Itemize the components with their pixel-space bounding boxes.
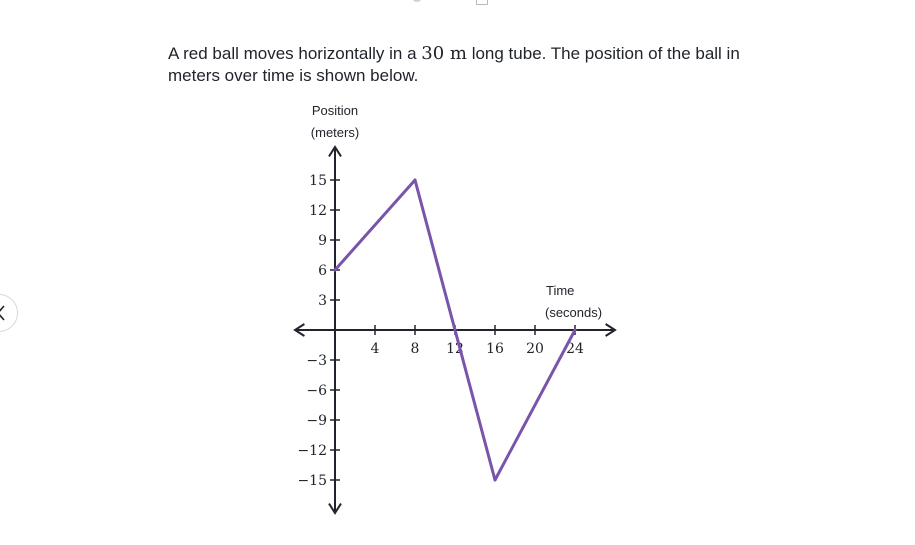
question-text-after: long tube. The position of the ball in meters over time is shown below. xyxy=(168,44,740,85)
y-tick-label--9: −9 xyxy=(306,413,327,429)
y-tick-label--15: −15 xyxy=(297,473,327,489)
series-point-0-1 xyxy=(414,179,417,182)
x-tick-label-20: 20 xyxy=(526,341,544,357)
x-tick-label-24: 24 xyxy=(566,341,584,357)
y-tick-label-9: 9 xyxy=(318,233,327,249)
y-tick-label--6: −6 xyxy=(306,383,327,399)
series-point-0-0 xyxy=(334,269,337,272)
y-tick-label--12: −12 xyxy=(297,443,327,459)
x-axis-label-line1: Time xyxy=(546,283,575,298)
question-text-before: A red ball moves horizontally in a xyxy=(168,44,422,63)
y-tick-label-3: 3 xyxy=(318,293,327,309)
y-tick-label-6: 6 xyxy=(318,263,327,279)
tube-length-value: 30 xyxy=(421,43,445,64)
y-axis-label-line2: (meters) xyxy=(310,125,360,140)
x-tick-label-12: 12 xyxy=(446,341,464,357)
y-tick-label--3: −3 xyxy=(306,353,327,369)
x-tick-label-8: 8 xyxy=(410,341,420,357)
y-axis-label-line1: Position xyxy=(311,103,359,118)
x-tick-label-4: 4 xyxy=(370,341,380,357)
series-point-0-3 xyxy=(574,329,577,332)
y-tick-label-12: 12 xyxy=(309,203,327,219)
series-point-0-2 xyxy=(494,479,497,482)
x-tick-label-16: 16 xyxy=(486,341,504,357)
y-tick-label-15: 15 xyxy=(309,173,327,189)
tube-length-unit: m xyxy=(449,43,467,64)
x-axis-label-line2: (seconds) xyxy=(545,305,603,320)
